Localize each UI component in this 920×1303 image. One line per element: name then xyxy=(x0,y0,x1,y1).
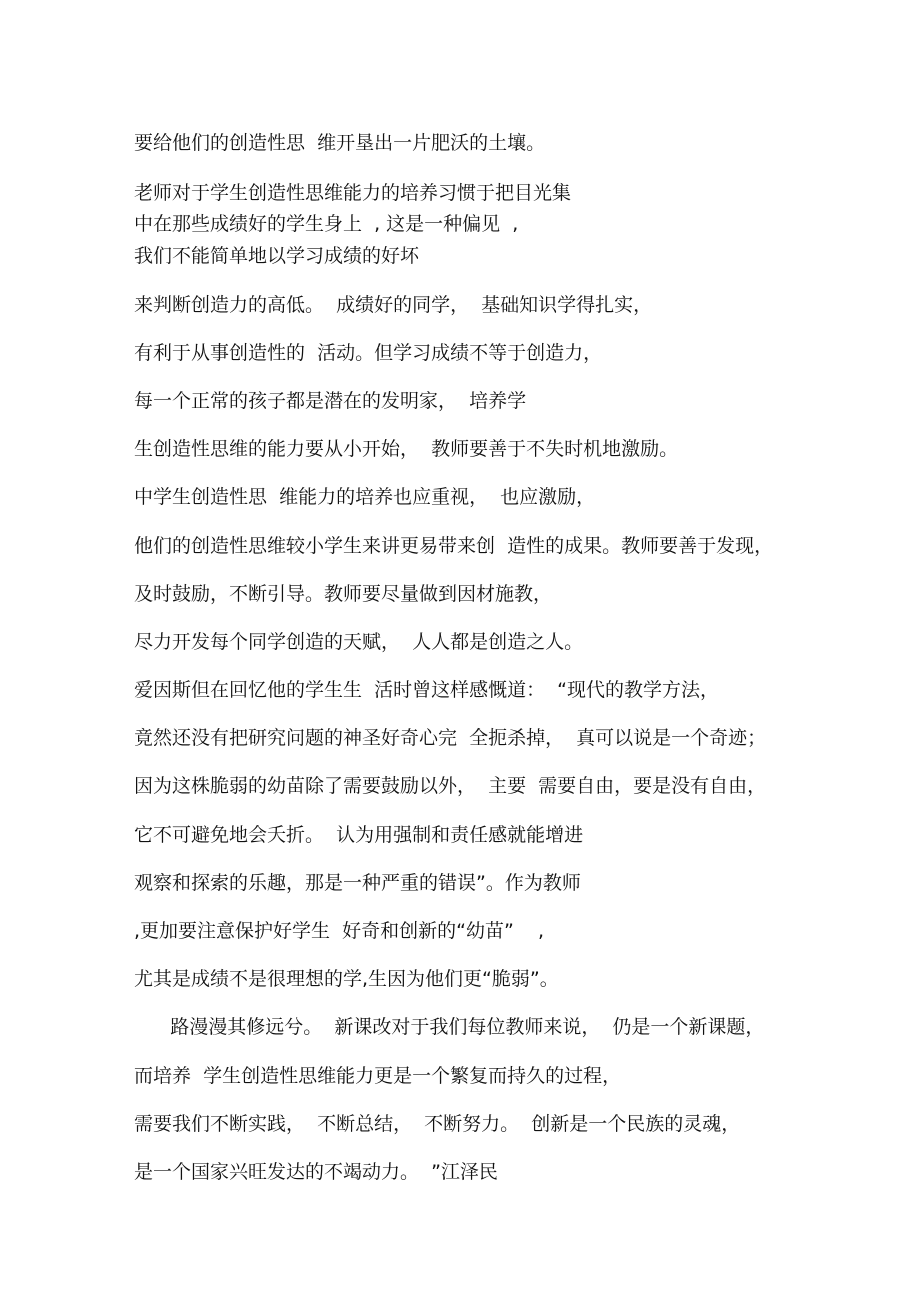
text-line: 因为这株脆弱的幼苗除了需要鼓励以外， 主要 需要自由，要是没有自由， xyxy=(134,775,767,797)
text-line: 老师对于学生创造性思维能力的培养习惯于把目光集 xyxy=(134,182,572,204)
text-line: 它不可避免地会夭折。 认为用强制和责任感就能增进 xyxy=(134,824,584,846)
text-line: 中学生创造性思 维能力的培养也应重视， 也应激励， xyxy=(134,486,596,508)
text-line: 尽力开发每个同学创造的天赋， 人人都是创造之人。 xyxy=(134,631,584,653)
text-line: 是一个国家兴旺发达的不竭动力。 ”江泽民 xyxy=(134,1161,498,1183)
text-line: ,更加要注意保护好学生 好奇和创新的“幼苗” , xyxy=(134,920,545,942)
text-line: 每一个正常的孩子都是潜在的发明家， 培养学 xyxy=(134,390,527,412)
text-line: 来判断创造力的高低。 成绩好的同学， 基础知识学得扎实， xyxy=(134,294,653,316)
text-line: 观察和探索的乐趣，那是一种严重的错误”。作为教师 xyxy=(134,872,581,894)
text-line: 中在那些成绩好的学生身上 , 这是一种偏见 , xyxy=(134,213,519,235)
text-line: 有利于从事创造性的 活动。但学习成绩不等于创造力， xyxy=(134,342,603,364)
text-line: 及时鼓励，不断引导。教师要尽量做到因材施教， xyxy=(134,583,553,605)
text-line: 他们的创造性思维较小学生来讲更易带来创 造性的成果。教师要善于发现， xyxy=(134,535,774,557)
text-line: 要给他们的创造性思 维开垦出一片肥沃的土壤。 xyxy=(134,132,546,154)
text-line: 尤其是成绩不是很理想的学,生因为他们更“脆弱”。 xyxy=(134,968,559,990)
text-line: 爱因斯但在回忆他的学生生 活时曾这样感慨道： “现代的教学方法， xyxy=(134,679,720,701)
text-line: 路漫漫其修远兮。 新课改对于我们每位教师来说， 仍是一个新课题， xyxy=(134,1016,765,1038)
text-line: 而培养 学生创造性思维能力更是一个繁复而持久的过程， xyxy=(134,1065,622,1087)
text-line: 竟然还没有把研究问题的神圣好奇心完 全扼杀掉， 真可以说是一个奇迹； xyxy=(134,727,767,749)
text-line: 我们不能简单地以学习成绩的好坏 xyxy=(134,245,420,267)
text-line: 生创造性思维的能力要从小开始， 教师要善于不失时机地激励。 xyxy=(134,438,679,460)
text-line: 需要我们不断实践， 不断总结， 不断努力。 创新是一个民族的灵魂， xyxy=(134,1113,741,1135)
